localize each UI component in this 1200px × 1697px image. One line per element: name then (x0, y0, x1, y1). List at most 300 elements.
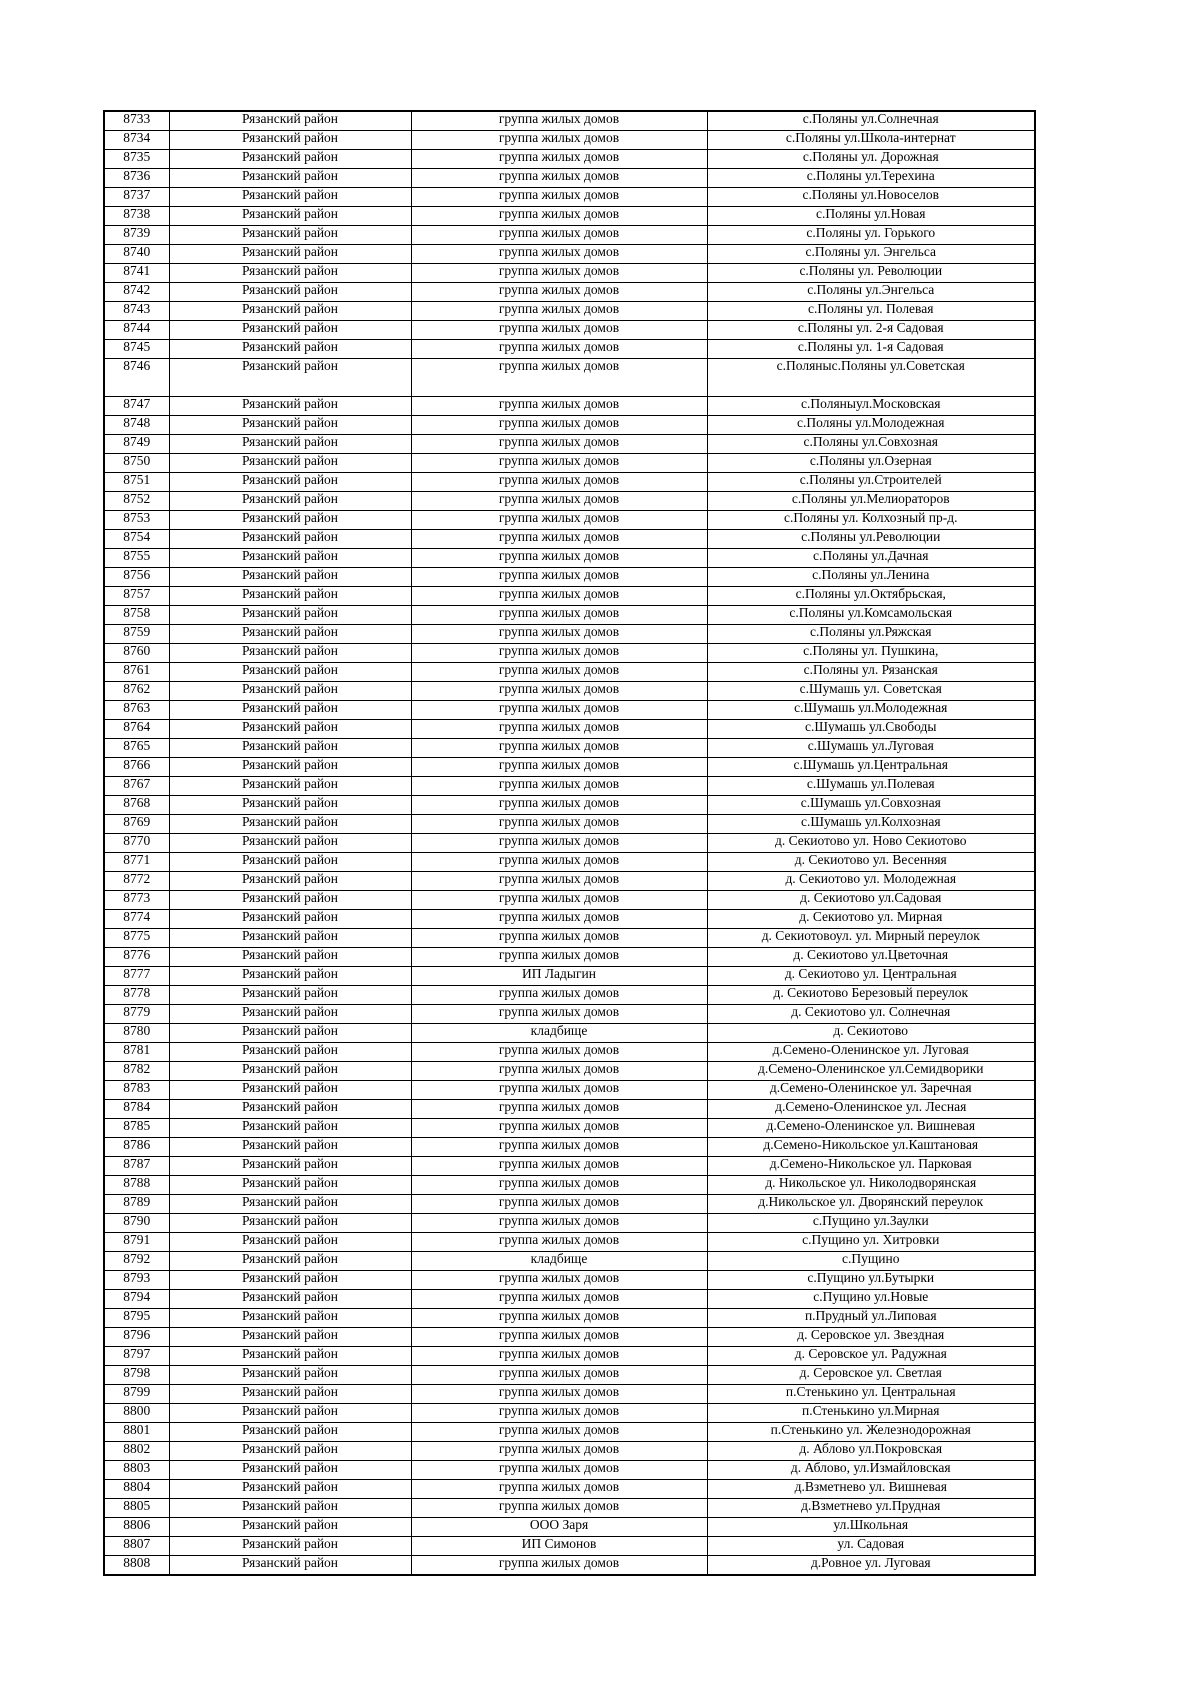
table-row (104, 720, 1035, 739)
district-cell: Рязанский район (169, 682, 411, 701)
row-number-cell: 8794 (104, 1290, 169, 1309)
table-row (104, 1138, 1035, 1157)
district-cell: Рязанский район (169, 1423, 411, 1442)
object-cell: группа жилых домов (411, 1119, 707, 1138)
row-number-cell: 8761 (104, 663, 169, 682)
object-cell: группа жилых домов (411, 1271, 707, 1290)
row-number-cell: 8774 (104, 910, 169, 929)
district-cell: Рязанский район (169, 1081, 411, 1100)
address-cell: с.Пущино ул.Новые (707, 1290, 1035, 1309)
row-number-cell: 8781 (104, 1043, 169, 1062)
row-number-cell: 8789 (104, 1195, 169, 1214)
address-cell: д. Секиотово ул. Мирная (707, 910, 1035, 929)
row-number-cell: 8764 (104, 720, 169, 739)
address-cell: д. Секиотово ул. Молодежная (707, 872, 1035, 891)
object-cell: группа жилых домов (411, 1195, 707, 1214)
district-cell: Рязанский район (169, 1347, 411, 1366)
object-cell: группа жилых домов (411, 283, 707, 302)
district-cell: Рязанский район (169, 758, 411, 777)
address-cell: д. Серовское ул. Светлая (707, 1366, 1035, 1385)
address-cell: п.Стенькино ул.Мирная (707, 1404, 1035, 1423)
district-cell: Рязанский район (169, 283, 411, 302)
row-number-cell: 8751 (104, 473, 169, 492)
row-number-cell: 8775 (104, 929, 169, 948)
address-cell: с.Шумашь ул.Свободы (707, 720, 1035, 739)
table-row (104, 549, 1035, 568)
row-number-cell: 8748 (104, 416, 169, 435)
table-row (104, 226, 1035, 245)
address-cell: с.Поляныс.Поляны ул.Советская (707, 359, 1035, 397)
address-cell: с.Поляны ул.Ленина (707, 568, 1035, 587)
table-row (104, 1290, 1035, 1309)
table-row (104, 967, 1035, 986)
object-cell: группа жилых домов (411, 587, 707, 606)
object-cell: группа жилых домов (411, 910, 707, 929)
row-number-cell: 8780 (104, 1024, 169, 1043)
object-cell: группа жилых домов (411, 111, 707, 131)
row-number-cell: 8743 (104, 302, 169, 321)
address-cell: с.Шумашь ул. Советская (707, 682, 1035, 701)
district-cell: Рязанский район (169, 1119, 411, 1138)
object-cell: группа жилых домов (411, 1233, 707, 1252)
address-cell: с.Шумашь ул.Центральная (707, 758, 1035, 777)
address-cell: д. Серовское ул. Звездная (707, 1328, 1035, 1347)
district-cell: Рязанский район (169, 1271, 411, 1290)
address-cell: с.Поляны ул.Молодежная (707, 416, 1035, 435)
address-cell: с.Шумашь ул.Колхозная (707, 815, 1035, 834)
address-cell: с.Поляны ул.Энгельса (707, 283, 1035, 302)
table-row (104, 1442, 1035, 1461)
table-row (104, 853, 1035, 872)
table-row (104, 796, 1035, 815)
address-cell: с.Поляны ул.Новая (707, 207, 1035, 226)
table-row (104, 1271, 1035, 1290)
row-number-cell: 8785 (104, 1119, 169, 1138)
address-cell: с.Поляны ул.Октябрьская, (707, 587, 1035, 606)
table-row (104, 1309, 1035, 1328)
address-cell: п.Прудный ул.Липовая (707, 1309, 1035, 1328)
object-cell: группа жилых домов (411, 663, 707, 682)
district-cell: Рязанский район (169, 473, 411, 492)
row-number-cell: 8740 (104, 245, 169, 264)
district-cell: Рязанский район (169, 815, 411, 834)
district-cell: Рязанский район (169, 1442, 411, 1461)
district-cell: Рязанский район (169, 1404, 411, 1423)
table-row (104, 1423, 1035, 1442)
object-cell: группа жилых домов (411, 1404, 707, 1423)
object-cell: группа жилых домов (411, 1556, 707, 1576)
district-cell: Рязанский район (169, 1043, 411, 1062)
object-cell: группа жилых домов (411, 207, 707, 226)
district-cell: Рязанский район (169, 1214, 411, 1233)
object-cell: ООО Заря (411, 1518, 707, 1537)
address-cell: п.Стенькино ул. Центральная (707, 1385, 1035, 1404)
address-cell: с.Поляны ул. 1-я Садовая (707, 340, 1035, 359)
district-cell: Рязанский район (169, 1480, 411, 1499)
district-cell: Рязанский район (169, 454, 411, 473)
row-number-cell: 8735 (104, 150, 169, 169)
table-row (104, 1043, 1035, 1062)
district-cell: Рязанский район (169, 207, 411, 226)
row-number-cell: 8792 (104, 1252, 169, 1271)
district-cell: Рязанский район (169, 416, 411, 435)
object-cell: группа жилых домов (411, 568, 707, 587)
address-cell: с.Поляны ул. Полевая (707, 302, 1035, 321)
object-cell: группа жилых домов (411, 454, 707, 473)
object-cell: группа жилых домов (411, 1214, 707, 1233)
row-number-cell: 8739 (104, 226, 169, 245)
district-cell: Рязанский район (169, 910, 411, 929)
object-cell: группа жилых домов (411, 226, 707, 245)
table-row (104, 777, 1035, 796)
table-row (104, 1233, 1035, 1252)
table-row (104, 359, 1035, 397)
object-cell: группа жилых домов (411, 302, 707, 321)
row-number-cell: 8736 (104, 169, 169, 188)
table-row (104, 1556, 1035, 1576)
table-row (104, 245, 1035, 264)
table-row (104, 111, 1035, 131)
row-number-cell: 8783 (104, 1081, 169, 1100)
district-cell: Рязанский район (169, 1024, 411, 1043)
table-row (104, 131, 1035, 150)
row-number-cell: 8793 (104, 1271, 169, 1290)
district-cell: Рязанский район (169, 359, 411, 397)
row-number-cell: 8734 (104, 131, 169, 150)
table-row (104, 207, 1035, 226)
address-cell: с.Поляны ул.Школа-интернат (707, 131, 1035, 150)
address-cell: с.Поляны ул.Новоселов (707, 188, 1035, 207)
address-cell: д. Секиотово ул. Солнечная (707, 1005, 1035, 1024)
row-number-cell: 8803 (104, 1461, 169, 1480)
table-row (104, 701, 1035, 720)
object-cell: группа жилых домов (411, 853, 707, 872)
table-row (104, 910, 1035, 929)
district-cell: Рязанский район (169, 853, 411, 872)
district-cell: Рязанский район (169, 169, 411, 188)
row-number-cell: 8798 (104, 1366, 169, 1385)
table-row (104, 758, 1035, 777)
row-number-cell: 8788 (104, 1176, 169, 1195)
address-cell: п.Стенькино ул. Железнодорожная (707, 1423, 1035, 1442)
address-cell: с.Поляны ул.Совхозная (707, 435, 1035, 454)
row-number-cell: 8745 (104, 340, 169, 359)
row-number-cell: 8757 (104, 587, 169, 606)
district-cell: Рязанский район (169, 1518, 411, 1537)
address-cell: с.Поляны ул.Озерная (707, 454, 1035, 473)
table-row (104, 1062, 1035, 1081)
row-number-cell: 8776 (104, 948, 169, 967)
district-cell: Рязанский район (169, 834, 411, 853)
address-cell: д.Взметнево ул. Вишневая (707, 1480, 1035, 1499)
district-cell: Рязанский район (169, 891, 411, 910)
district-cell: Рязанский район (169, 1157, 411, 1176)
district-cell: Рязанский район (169, 1309, 411, 1328)
district-cell: Рязанский район (169, 321, 411, 340)
district-cell: Рязанский район (169, 1499, 411, 1518)
district-cell: Рязанский район (169, 226, 411, 245)
table-row (104, 416, 1035, 435)
table-row (104, 739, 1035, 758)
object-cell: группа жилых домов (411, 682, 707, 701)
district-cell: Рязанский район (169, 948, 411, 967)
address-cell: д.Ровное ул. Луговая (707, 1556, 1035, 1576)
table-row (104, 1518, 1035, 1537)
object-cell: группа жилых домов (411, 1138, 707, 1157)
object-cell: группа жилых домов (411, 1005, 707, 1024)
row-number-cell: 8797 (104, 1347, 169, 1366)
table-row (104, 872, 1035, 891)
object-cell: группа жилых домов (411, 758, 707, 777)
object-cell: группа жилых домов (411, 188, 707, 207)
district-cell: Рязанский район (169, 587, 411, 606)
district-cell: Рязанский район (169, 530, 411, 549)
table-row (104, 815, 1035, 834)
address-cell: д. Секиотово ул. Весенняя (707, 853, 1035, 872)
table-row (104, 435, 1035, 454)
table-row (104, 321, 1035, 340)
district-cell: Рязанский район (169, 1290, 411, 1309)
object-cell: группа жилых домов (411, 720, 707, 739)
object-cell: группа жилых домов (411, 1062, 707, 1081)
address-cell: с.Поляны ул.Дачная (707, 549, 1035, 568)
row-number-cell: 8763 (104, 701, 169, 720)
district-cell: Рязанский район (169, 435, 411, 454)
row-number-cell: 8760 (104, 644, 169, 663)
row-number-cell: 8796 (104, 1328, 169, 1347)
table-row (104, 188, 1035, 207)
object-cell: группа жилых домов (411, 511, 707, 530)
address-cell: д.Семено-Оленинское ул.Семидворики (707, 1062, 1035, 1081)
object-cell: группа жилых домов (411, 701, 707, 720)
district-cell: Рязанский район (169, 625, 411, 644)
district-cell: Рязанский район (169, 1537, 411, 1556)
table-row (104, 1024, 1035, 1043)
address-cell: с.Поляны ул.Терехина (707, 169, 1035, 188)
object-cell: группа жилых домов (411, 492, 707, 511)
district-cell: Рязанский район (169, 549, 411, 568)
district-cell: Рязанский район (169, 1100, 411, 1119)
row-number-cell: 8768 (104, 796, 169, 815)
row-number-cell: 8790 (104, 1214, 169, 1233)
object-cell: группа жилых домов (411, 986, 707, 1005)
address-cell: д.Семено-Никольское ул. Парковая (707, 1157, 1035, 1176)
object-cell: группа жилых домов (411, 473, 707, 492)
address-cell: с.Шумашь ул.Совхозная (707, 796, 1035, 815)
object-cell: ИП Симонов (411, 1537, 707, 1556)
table-row (104, 682, 1035, 701)
district-cell: Рязанский район (169, 397, 411, 416)
address-cell: д. Секиотово (707, 1024, 1035, 1043)
row-number-cell: 8744 (104, 321, 169, 340)
row-number-cell: 8799 (104, 1385, 169, 1404)
object-cell: кладбище (411, 1024, 707, 1043)
table-row (104, 1404, 1035, 1423)
object-cell: группа жилых домов (411, 948, 707, 967)
address-cell: ул. Садовая (707, 1537, 1035, 1556)
row-number-cell: 8795 (104, 1309, 169, 1328)
row-number-cell: 8737 (104, 188, 169, 207)
address-cell: с.Поляны ул. Революции (707, 264, 1035, 283)
address-cell: д.Семено-Оленинское ул. Лесная (707, 1100, 1035, 1119)
address-cell: д. Никольское ул. Николодворянская (707, 1176, 1035, 1195)
district-cell: Рязанский район (169, 1366, 411, 1385)
address-cell: д.Семено-Оленинское ул. Луговая (707, 1043, 1035, 1062)
district-cell: Рязанский район (169, 1233, 411, 1252)
object-cell: группа жилых домов (411, 1043, 707, 1062)
table-row (104, 530, 1035, 549)
row-number-cell: 8782 (104, 1062, 169, 1081)
address-cell: д. Секиотово ул.Садовая (707, 891, 1035, 910)
row-number-cell: 8759 (104, 625, 169, 644)
row-number-cell: 8786 (104, 1138, 169, 1157)
address-cell: с.Пущино ул. Хитровки (707, 1233, 1035, 1252)
row-number-cell: 8770 (104, 834, 169, 853)
address-cell: с.Поляны ул. Рязанская (707, 663, 1035, 682)
row-number-cell: 8808 (104, 1556, 169, 1576)
district-cell: Рязанский район (169, 1176, 411, 1195)
row-number-cell: 8741 (104, 264, 169, 283)
address-cell: с.Поляны ул. Дорожная (707, 150, 1035, 169)
row-number-cell: 8784 (104, 1100, 169, 1119)
table-row (104, 492, 1035, 511)
object-cell: группа жилых домов (411, 1385, 707, 1404)
table-row (104, 1347, 1035, 1366)
object-cell: группа жилых домов (411, 929, 707, 948)
row-number-cell: 8801 (104, 1423, 169, 1442)
object-cell: группа жилых домов (411, 625, 707, 644)
table-row (104, 986, 1035, 1005)
table-row (104, 1100, 1035, 1119)
object-cell: кладбище (411, 1252, 707, 1271)
address-cell: д.Никольское ул. Дворянский переулок (707, 1195, 1035, 1214)
address-cell: с.Шумашь ул.Молодежная (707, 701, 1035, 720)
table-row (104, 1461, 1035, 1480)
address-cell: с.Поляны ул.Ряжская (707, 625, 1035, 644)
object-cell: группа жилых домов (411, 891, 707, 910)
district-cell: Рязанский район (169, 111, 411, 131)
table-row (104, 1081, 1035, 1100)
address-cell: д. Секиотовоул. ул. Мирный переулок (707, 929, 1035, 948)
district-cell: Рязанский район (169, 1138, 411, 1157)
address-cell: д. Аблово, ул.Измайловская (707, 1461, 1035, 1480)
object-cell: группа жилых домов (411, 796, 707, 815)
address-cell: с.Поляны ул. Энгельса (707, 245, 1035, 264)
table-row (104, 1328, 1035, 1347)
table-row (104, 1119, 1035, 1138)
table-row (104, 511, 1035, 530)
row-number-cell: 8800 (104, 1404, 169, 1423)
row-number-cell: 8777 (104, 967, 169, 986)
district-cell: Рязанский район (169, 1062, 411, 1081)
row-number-cell: 8749 (104, 435, 169, 454)
row-number-cell: 8767 (104, 777, 169, 796)
address-cell: с.Пущино ул.Заулки (707, 1214, 1035, 1233)
row-number-cell: 8752 (104, 492, 169, 511)
object-cell: группа жилых домов (411, 644, 707, 663)
district-cell: Рязанский район (169, 131, 411, 150)
object-cell: группа жилых домов (411, 834, 707, 853)
address-cell: д.Семено-Оленинское ул. Вишневая (707, 1119, 1035, 1138)
row-number-cell: 8765 (104, 739, 169, 758)
district-cell: Рязанский район (169, 1195, 411, 1214)
object-cell: группа жилых домов (411, 397, 707, 416)
district-cell: Рязанский район (169, 568, 411, 587)
address-cell: д. Секиотово ул. Центральная (707, 967, 1035, 986)
object-cell: группа жилых домов (411, 530, 707, 549)
object-cell: группа жилых домов (411, 131, 707, 150)
object-cell: группа жилых домов (411, 416, 707, 435)
object-cell: группа жилых домов (411, 1081, 707, 1100)
object-cell: группа жилых домов (411, 1157, 707, 1176)
row-number-cell: 8750 (104, 454, 169, 473)
table-row (104, 587, 1035, 606)
object-cell: группа жилых домов (411, 606, 707, 625)
district-cell: Рязанский район (169, 929, 411, 948)
row-number-cell: 8747 (104, 397, 169, 416)
object-cell: группа жилых домов (411, 872, 707, 891)
row-number-cell: 8755 (104, 549, 169, 568)
row-number-cell: 8769 (104, 815, 169, 834)
row-number-cell: 8791 (104, 1233, 169, 1252)
table-row (104, 1214, 1035, 1233)
district-cell: Рязанский район (169, 720, 411, 739)
table-row (104, 663, 1035, 682)
address-cell: с.Пущино ул.Бутырки (707, 1271, 1035, 1290)
registry-table (103, 110, 1036, 1576)
district-cell: Рязанский район (169, 1005, 411, 1024)
object-cell: группа жилых домов (411, 815, 707, 834)
object-cell: группа жилых домов (411, 264, 707, 283)
table-row (104, 283, 1035, 302)
table-row (104, 929, 1035, 948)
district-cell: Рязанский район (169, 1252, 411, 1271)
table-row (104, 454, 1035, 473)
row-number-cell: 8802 (104, 1442, 169, 1461)
row-number-cell: 8762 (104, 682, 169, 701)
district-cell: Рязанский район (169, 1556, 411, 1576)
table-row (104, 150, 1035, 169)
table-row (104, 340, 1035, 359)
address-cell: с.Поляны ул.Солнечная (707, 111, 1035, 131)
table-row (104, 1252, 1035, 1271)
district-cell: Рязанский район (169, 644, 411, 663)
row-number-cell: 8778 (104, 986, 169, 1005)
address-cell: ул.Школьная (707, 1518, 1035, 1537)
object-cell: группа жилых домов (411, 1366, 707, 1385)
address-cell: с.Шумашь ул.Луговая (707, 739, 1035, 758)
address-cell: д. Аблово ул.Покровская (707, 1442, 1035, 1461)
table-row (104, 1385, 1035, 1404)
district-cell: Рязанский район (169, 663, 411, 682)
table-row (104, 302, 1035, 321)
object-cell: группа жилых домов (411, 549, 707, 568)
address-cell: с.Пущино (707, 1252, 1035, 1271)
object-cell: группа жилых домов (411, 1290, 707, 1309)
row-number-cell: 8779 (104, 1005, 169, 1024)
table-row (104, 948, 1035, 967)
table-row (104, 264, 1035, 283)
row-number-cell: 8758 (104, 606, 169, 625)
registry-body (104, 111, 1035, 1575)
object-cell: группа жилых домов (411, 1176, 707, 1195)
district-cell: Рязанский район (169, 986, 411, 1005)
address-cell: д.Семено-Оленинское ул. Заречная (707, 1081, 1035, 1100)
address-cell: д. Секиотово Березовый переулок (707, 986, 1035, 1005)
address-cell: с.Поляны ул.Строителей (707, 473, 1035, 492)
address-cell: д. Серовское ул. Радужная (707, 1347, 1035, 1366)
address-cell: с.Поляныул.Московская (707, 397, 1035, 416)
